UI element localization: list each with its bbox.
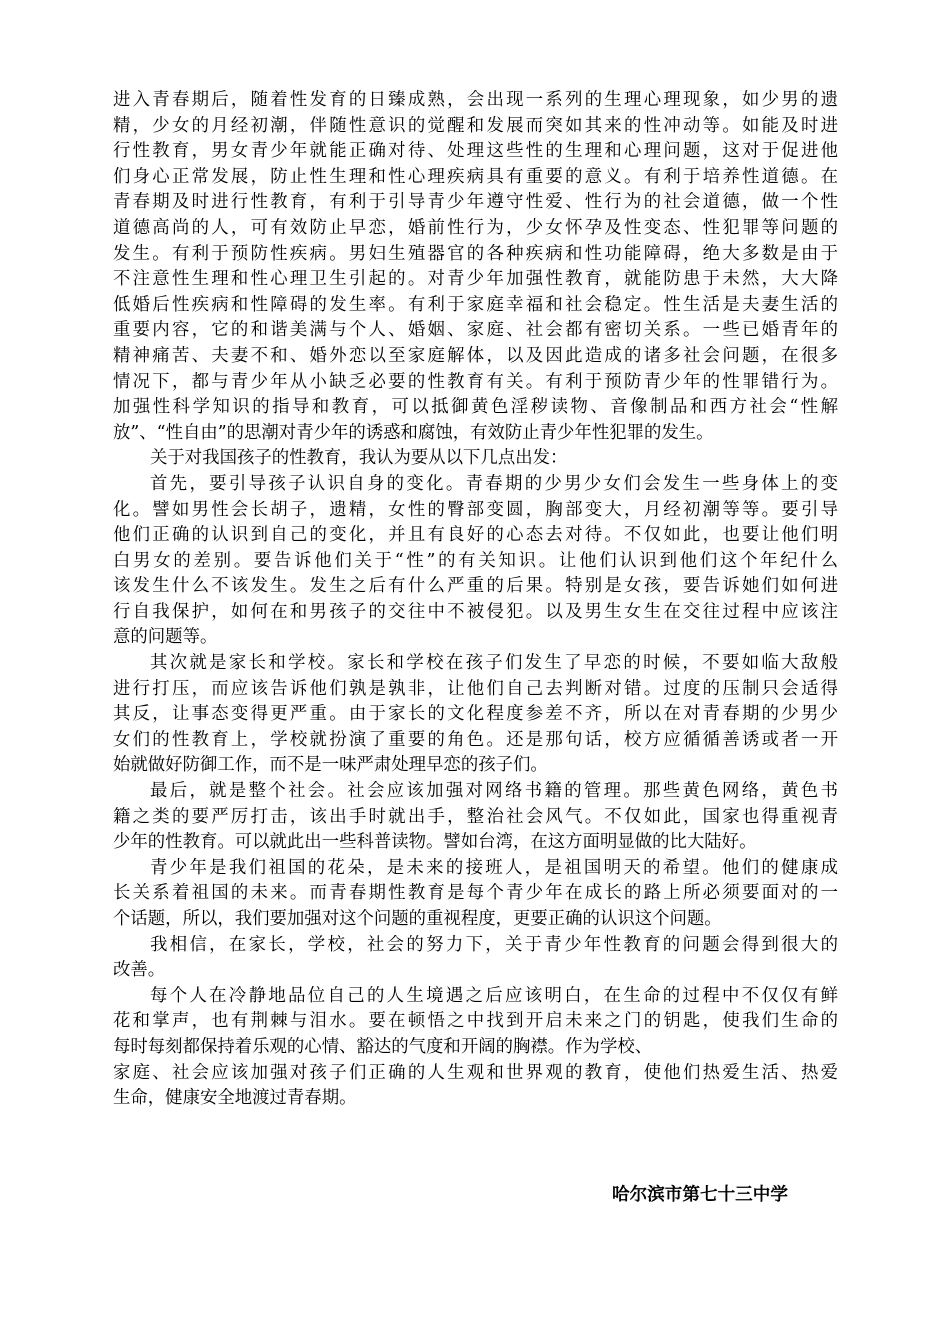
paragraph (113, 856, 838, 933)
paragraph (113, 984, 838, 1112)
text-line: 情况下，都与青少年从小缺乏必要的性教育有关。有利于预防青少年的性罪错行为。 (113, 371, 838, 392)
text-line: 意的问题等。 (113, 627, 218, 648)
text-line: 他们正确的认识到自己的变化，并且有良好的心态去对待。不仅如此，也要让他们明 (113, 525, 838, 546)
text-line: 改善。 (113, 960, 166, 981)
text-line: 我相信，在家长，学校，社会的努力下，关于青少年性教育的问题会得到很大的 (150, 934, 838, 955)
text-line: 女们的性教育上，学校就扮演了重要的角色。还是那句话，校方应循循善诱或者一开 (113, 729, 838, 750)
text-line: 籍之类的要严厉打击，该出手时就出手，整治社会风气。不仅如此，国家也得重视青 (113, 806, 838, 827)
paragraph (113, 446, 838, 472)
paragraph (113, 933, 838, 984)
text-line: 行性教育，男女青少年就能正确对待、处理这些性的生理和心理问题，这对于促进他 (113, 141, 838, 162)
text-line: 进入青春期后，随着性发育的日臻成熟，会出现一系列的生理心理现象，如少男的遗 (113, 90, 838, 110)
text-line: 少年的性教育。可以就此出一些科普读物。譬如台湾，在这方面明显做的比大陆好。 (113, 832, 757, 853)
text-line: 首先，要引导孩子认识自身的变化。青春期的少男少女们会发生一些身体上的变 (150, 473, 838, 494)
text-line: 白男女的差别。要告诉他们关于“性”的有关知识。让他们认识到他们这个年纪什么 (113, 550, 838, 571)
document-body (113, 88, 838, 1112)
text-line: 化。譬如男性会长胡子，遗精，女性的臀部变圆，胸部变大，月经初潮等等。要引导 (113, 499, 838, 520)
text-line: 重要内容，它的和谐美满与个人、婚姻、家庭、社会都有密切关系。一些已婚青年的 (113, 320, 838, 341)
paragraph (113, 88, 838, 446)
text-line: 个话题，所以，我们要加强对这个问题的重视程度，更要正确的认识这个问题。 (113, 909, 722, 929)
text-line: 生命，健康安全地渡过青春期。 (113, 1088, 357, 1109)
text-line: 关于对我国孩子的性教育，我认为要从以下几点出发： (150, 448, 568, 469)
text-line: 精，少女的月经初潮，伴随性意识的觉醒和发展而突如其来的性冲动等。如能及时进 (113, 115, 838, 136)
text-line: 不注意性生理和性心理卫生引起的。对青少年加强性教育，就能防患于未然，大大降 (113, 269, 838, 290)
text-line: 加强性科学知识的指导和教育，可以抵御黄色淫秽读物、音像制品和西方社会“性解 (113, 397, 838, 418)
paragraph (113, 472, 838, 651)
text-line: 发生。有利于预防性疾病。男妇生殖器官的各种疾病和性功能障碍，绝大多数是由于 (113, 243, 838, 264)
paragraph (113, 779, 838, 856)
text-line: 该发生什么不该发生。发生之后有什么严重的后果。特别是女孩，要告诉她们如何进 (113, 576, 838, 597)
text-line: 每个人在冷静地品位自己的人生境遇之后应该明白，在生命的过程中不仅仅有鲜 (150, 985, 838, 1006)
text-line: 行自我保护，如何在和男孩子的交往中不被侵犯。以及男生女生在交往过程中应该注 (113, 601, 838, 622)
text-line: 其反，让事态变得更严重。由于家长的文化程度参差不齐，所以在对青春期的少男少 (113, 704, 838, 725)
school-signature: 哈尔滨市第七十三中学 (612, 1184, 788, 1205)
text-line: 始就做好防御工作，而不是一味严肃处理早恋的孩子们。 (113, 755, 548, 776)
text-line: 每时每刻都保持着乐观的心情、豁达的气度和开阔的胸襟。作为学校、 (113, 1036, 653, 1057)
text-line: 放”、“性自由”的思潮对青少年的诱惑和腐蚀，有效防止青少年性犯罪的发生。 (113, 422, 714, 443)
text-line: 其次就是家长和学校。家长和学校在孩子们发生了早恋的时候，不要如临大敌般 (150, 653, 838, 674)
text-line: 道德高尚的人，可有效防止早恋，婚前性行为，少女怀孕及性变态、性犯罪等问题的 (113, 217, 838, 238)
text-line: 青春期及时进行性教育，有利于引导青少年遵守性爱、性行为的社会道德，做一个性 (113, 192, 838, 213)
text-line: 最后，就是整个社会。社会应该加强对网络书籍的管理。那些黄色网络，黄色书 (150, 781, 838, 802)
text-line: 青少年是我们祖国的花朵，是未来的接班人，是祖国明天的希望。他们的健康成 (150, 857, 838, 878)
text-line: 家庭、社会应该加强对孩子们正确的人生观和世界观的教育，使他们热爱生活、热爱 (113, 1062, 838, 1083)
paragraph (113, 651, 838, 779)
text-line: 进行打压，而应该告诉他们孰是孰非，让他们自己去判断对错。过度的压制只会适得 (113, 678, 838, 699)
text-line: 低婚后性疾病和性障碍的发生率。有利于家庭幸福和社会稳定。性生活是夫妻生活的 (113, 294, 838, 315)
text-line: 精神痛苦、夫妻不和、婚外恋以至家庭解体，以及因此造成的诸多社会问题，在很多 (113, 345, 838, 366)
text-line: 们身心正常发展，防止性生理和性心理疾病具有重要的意义。有利于培养性道德。在 (113, 166, 838, 187)
text-line: 长关系着祖国的未来。而青春期性教育是每个青少年在成长的路上所必须要面对的一 (113, 883, 838, 904)
text-line: 花和掌声，也有荆棘与泪水。要在顿悟之中找到开启未来之门的钥匙，使我们生命的 (113, 1011, 838, 1032)
